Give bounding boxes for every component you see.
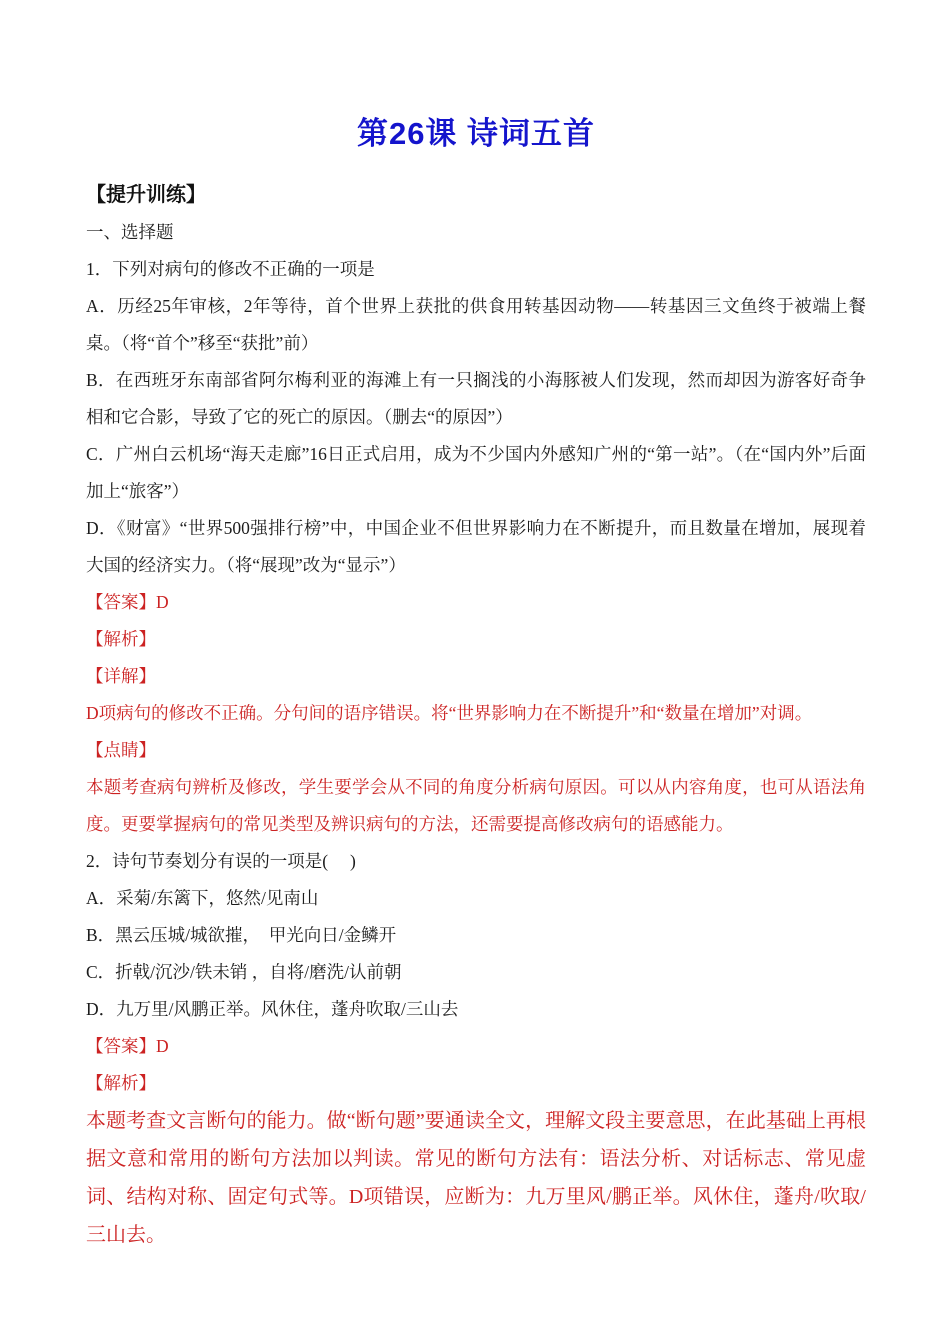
option-label: B． xyxy=(86,925,116,945)
question-1-tip-label: 【点睛】 xyxy=(86,740,156,760)
answer-label: 【答案】 xyxy=(86,1036,156,1056)
answer-value: D xyxy=(156,1036,169,1056)
question-2-option-d xyxy=(86,991,866,1028)
option-label: C． xyxy=(86,444,116,464)
question-1-option-a xyxy=(86,288,866,362)
question-2-option-c xyxy=(86,954,866,991)
answer-label: 【答案】 xyxy=(86,592,156,612)
question-2-option-b xyxy=(86,917,866,954)
option-text: 采菊/东篱下，悠然/见南山 xyxy=(116,888,319,908)
option-label: D． xyxy=(86,518,117,538)
question-1-option-c xyxy=(86,436,866,510)
question-1-number: 1． xyxy=(86,259,113,279)
option-text: 黑云压城/城欲摧， 甲光向日/金鳞开 xyxy=(115,925,397,945)
answer-value: D xyxy=(156,592,169,612)
question-2-stem xyxy=(86,843,866,880)
question-1-tip-text: 本题考查病句辨析及修改，学生要学会从不同的角度分析病句原因。可以从内容角度，也可从语法角度。更要掌握病句的常见类型及辨识病句的方法，还需要提高修改病句的语感能力。 xyxy=(86,777,866,834)
question-2-analysis-label: 【解析】 xyxy=(86,1073,156,1093)
question-2-number: 2． xyxy=(86,851,113,871)
question-1-stem-text: 下列对病句的修改不正确的一项是 xyxy=(112,259,375,279)
option-text: 折戟/沉沙/铁未销 ，自将/磨洗/认前朝 xyxy=(115,962,402,982)
question-2-analysis-text: 本题考查文言断句的能力。做“断句题”要通读全文，理解文段主要意思，在此基础上再根据文意和常用的断句方法加以判读。常见的断句方法有：语法分析、对话标志、常见虚词、结构对称、固定句式等。D项错误，应断为：九万里风/鹏正举。风休住，蓬舟/吹取/三山去。 xyxy=(86,1110,866,1246)
section-header: 【提升训练】 xyxy=(86,184,206,206)
option-label: D． xyxy=(86,999,117,1019)
question-1-analysis-label: 【解析】 xyxy=(86,629,156,649)
subsection-header: 一、选择题 xyxy=(86,222,174,242)
option-text: 《财富》“世界500强排行榜”中，中国企业不但世界影响力在不断提升，而且数量在增加，展现着大国的经济实力。（将“展现”改为“显示”） xyxy=(86,518,866,575)
option-label: B． xyxy=(86,370,116,390)
option-label: A． xyxy=(86,888,117,908)
question-2-option-a xyxy=(86,880,866,917)
question-1-detail-label: 【详解】 xyxy=(86,666,156,686)
question-2-answer-line xyxy=(86,1028,866,1065)
question-1-stem xyxy=(86,251,866,288)
option-label: C． xyxy=(86,962,116,982)
option-text: 在西班牙东南部省阿尔梅利亚的海滩上有一只搁浅的小海豚被人们发现，然而却因为游客好奇争相和它合影，导致了它的死亡的原因。（删去“的原因”） xyxy=(86,370,866,427)
page-title: 第26课 诗词五首 xyxy=(356,116,596,151)
question-2-stem-text: 诗句节奏划分有误的一项是( ) xyxy=(112,851,356,871)
question-1-option-d xyxy=(86,510,866,584)
question-1-option-b xyxy=(86,362,866,436)
option-label: A． xyxy=(86,296,118,316)
question-1-answer-line xyxy=(86,584,866,621)
option-text: 九万里/风鹏正举。风休住，蓬舟吹取/三山去 xyxy=(116,999,459,1019)
question-1-detail-text: D项病句的修改不正确。分句间的语序错误。将“世界影响力在不断提升”和“数量在增加”对调。 xyxy=(86,703,813,723)
option-text: 广州白云机场“海天走廊”16日正式启用，成为不少国内外感知广州的“第一站”。（在“国内外”后面加上“旅客”） xyxy=(86,444,866,501)
option-text: 历经25年审核，2年等待，首个世界上获批的供食用转基因动物——转基因三文鱼终于被端上餐桌。（将“首个”移至“获批”前） xyxy=(86,296,866,353)
